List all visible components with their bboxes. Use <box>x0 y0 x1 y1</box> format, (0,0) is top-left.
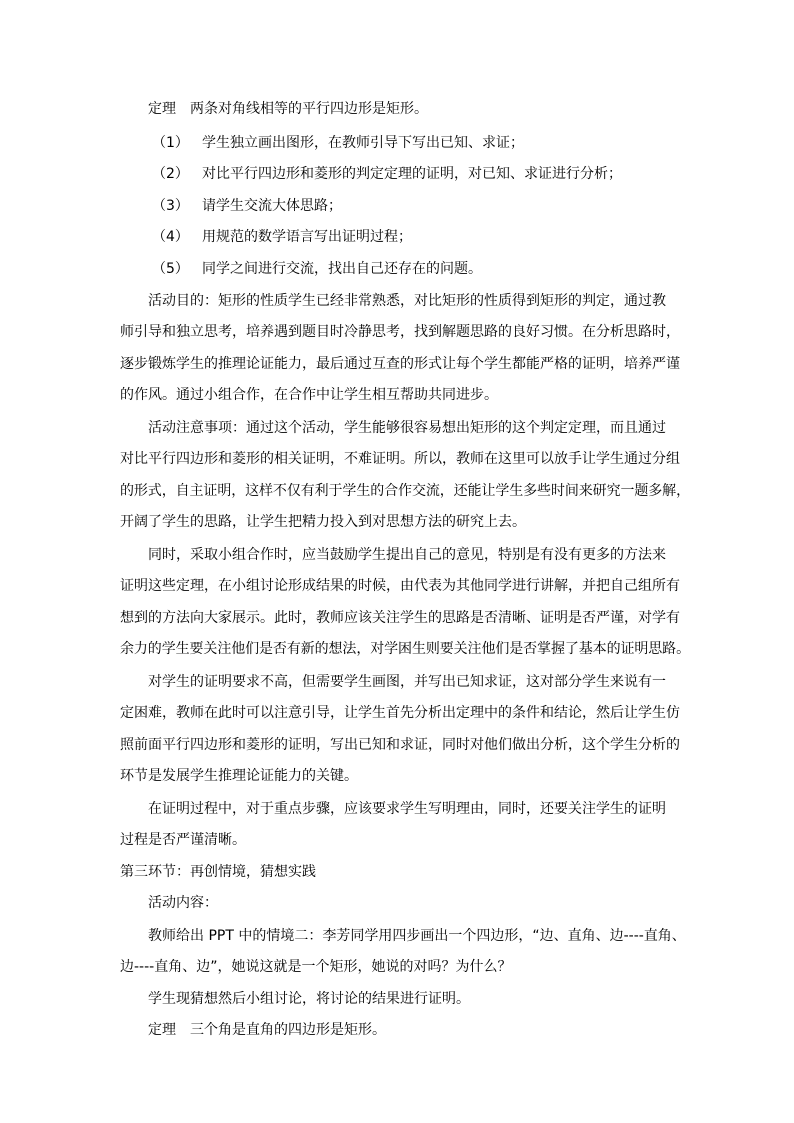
step-text: 同学之间进行交流，找出自己还存在的问题。 <box>202 261 482 277</box>
notes-line: 活动注意事项：通过这个活动，学生能够很容易想出矩形的这个判定定理，而且通过 <box>148 420 666 436</box>
goal-line: 逐步锻炼学生的推理论证能力，最后通过互查的形式让每个学生都能严格的证明，培养严谨 <box>120 356 680 372</box>
section-3-title: 第三环节：再创情境，猜想实践 <box>120 864 316 880</box>
step-text: 用规范的数学语言写出证明过程； <box>202 229 412 245</box>
requirements-line: 环节是发展学生推理论证能力的关键。 <box>120 768 358 784</box>
step-2 <box>152 164 622 184</box>
goal-line: 活动目的：矩形的性质学生已经非常熟悉，对比矩形的性质得到矩形的判定，通过教 <box>148 293 666 309</box>
step-text: 对比平行四边形和菱形的判定定理的证明，对已知、求证进行分析； <box>202 166 622 182</box>
step-number: （5） <box>152 261 189 277</box>
step-text: 学生独立画出图形，在教师引导下写出已知、求证； <box>202 135 524 151</box>
step-number: （1） <box>152 135 189 151</box>
process-line: 在证明过程中，对于重点步骤，应该要求学生写明理由，同时，还要关注学生的证明 <box>148 801 666 817</box>
step-number: （2） <box>152 166 189 182</box>
process-line: 过程是否严谨清晰。 <box>120 832 246 848</box>
notes-line: 开阔了学生的思路，让学生把精力投入到对思想方法的研究上去。 <box>120 514 526 530</box>
step-text: 请学生交流大体思路； <box>202 198 342 214</box>
requirements-line: 照前面平行四边形和菱形的证明，写出已知和求证，同时对他们做出分析，这个学生分析的 <box>120 737 680 753</box>
scenario-line: 边----直角、边”，她说这就是一个矩形，她说的对吗？为什么？ <box>120 959 512 975</box>
step-3 <box>152 196 342 216</box>
step-4 <box>152 227 412 247</box>
requirements-line: 对学生的证明要求不高，但需要学生画图，并写出已知求证，这对部分学生来说有一 <box>148 674 666 690</box>
theorem-1: 定理 两条对角线相等的平行四边形是矩形。 <box>148 101 428 117</box>
step-5 <box>152 259 482 279</box>
theorem-2: 定理 三个角是直角的四边形是矩形。 <box>148 1022 386 1038</box>
guess-line: 学生现猜想然后小组讨论，将讨论的结果进行证明。 <box>148 991 470 1007</box>
step-number: （3） <box>152 198 189 214</box>
scenario-line: 教师给出 PPT 中的情境二：李芳同学用四步画出一个四边形，“边、直角、边----直角、 <box>148 928 686 944</box>
cooperate-line: 想到的方法向大家展示。此时，教师应该关注学生的思路是否清晰、证明是否严谨，对学有 <box>120 610 680 626</box>
notes-line: 的形式，自主证明，这样不仅有利于学生的合作交流，还能让学生多些时间来研究一题多解， <box>120 483 690 499</box>
cooperate-line: 同时，采取小组合作时，应当鼓励学生提出自己的意见，特别是有没有更多的方法来 <box>148 547 666 563</box>
goal-line: 师引导和独立思考，培养遇到题目时冷静思考，找到解题思路的良好习惯。在分析思路时， <box>120 324 680 340</box>
notes-line: 对比平行四边形和菱形的相关证明，不难证明。所以，教师在这里可以放手让学生通过分组 <box>120 451 680 467</box>
requirements-line: 定困难，教师在此时可以注意引导，让学生首先分析出定理中的条件和结论，然后让学生仿 <box>120 705 680 721</box>
activity-label: 活动内容： <box>148 895 218 911</box>
cooperate-line: 证明这些定理，在小组讨论形成结果的时候，由代表为其他同学进行讲解，并把自己组所有 <box>120 578 680 594</box>
goal-line: 的作风。通过小组合作，在合作中让学生相互帮助共同进步。 <box>120 387 498 403</box>
cooperate-line: 余力的学生要关注他们是否有新的想法，对学困生则要关注他们是否掌握了基本的证明思路。 <box>120 641 690 657</box>
step-1 <box>152 133 524 153</box>
step-number: （4） <box>152 229 189 245</box>
